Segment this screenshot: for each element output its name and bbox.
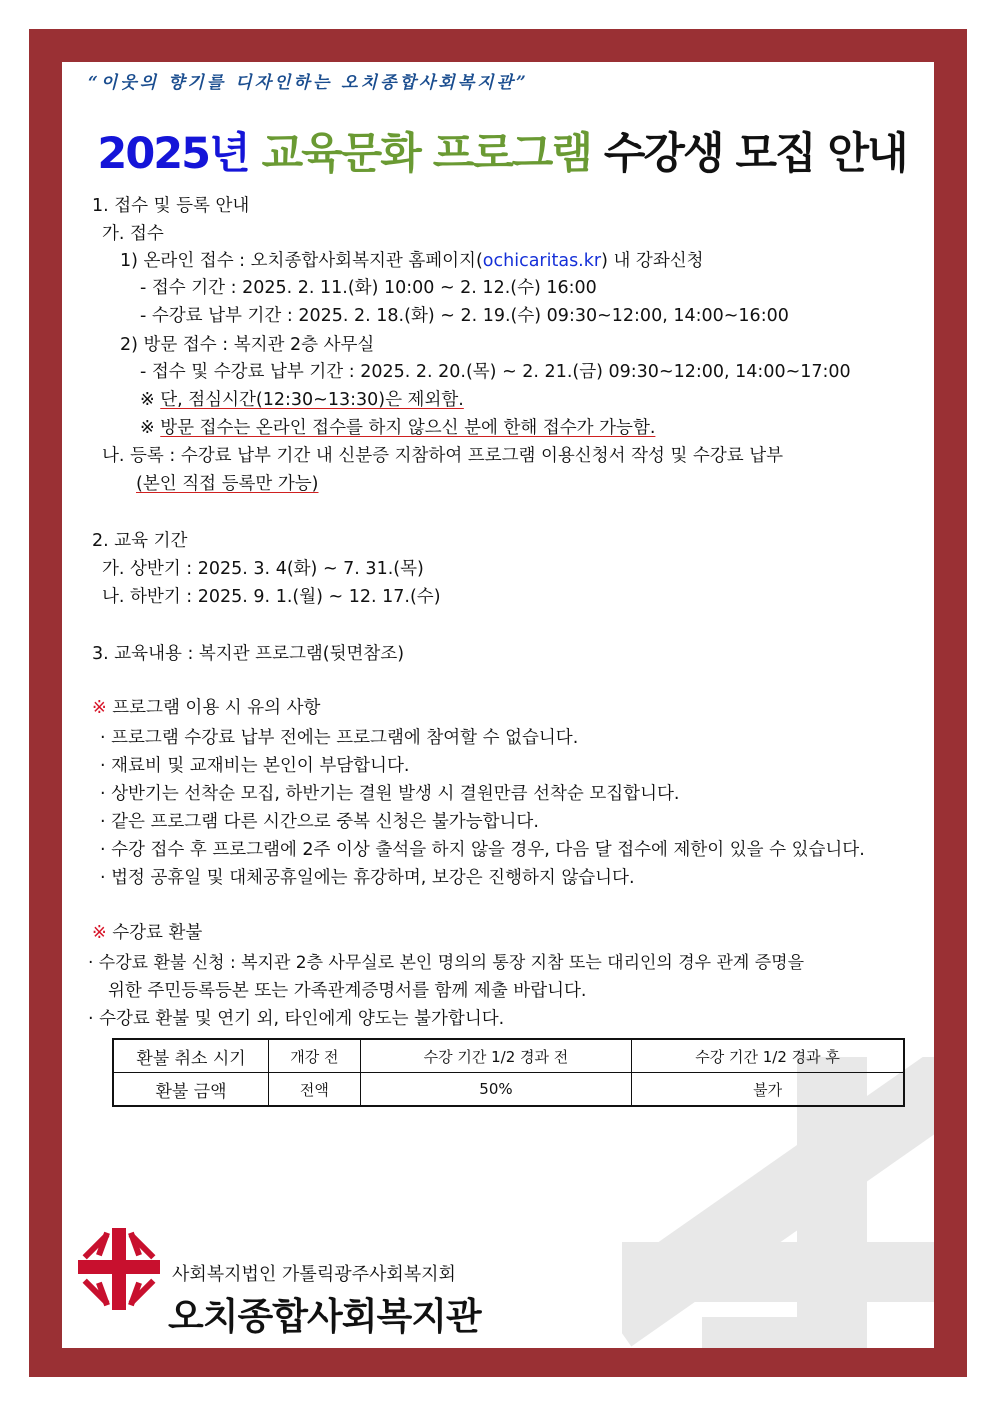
refund-table: [112, 1038, 905, 1107]
table-cell: 50%: [360, 1073, 631, 1107]
table-cell: 환불 금액: [113, 1073, 269, 1107]
table-cell: 수강 기간 1/2 경과 후: [632, 1039, 904, 1073]
org-name: 오치종합사회복지관: [168, 1295, 481, 1338]
online-period: - 접수 기간 : 2025. 2. 11.(화) 10:00 ~ 2. 12.(수) 16:00: [140, 278, 597, 298]
title-program: 교육문화 프로그램: [261, 129, 591, 179]
note-item: · 재료비 및 교재비는 본인이 부담합니다.: [100, 756, 410, 776]
second-half-period: 나. 하반기 : 2025. 9. 1.(월) ~ 12. 17.(수): [102, 587, 441, 607]
title-rest: 수강생 모집 안내: [603, 129, 907, 179]
document-page: [62, 62, 934, 1348]
page-title: [82, 120, 922, 181]
section3-heading: 3. 교육내용 : 복지관 프로그램(뒷면참조): [92, 644, 405, 664]
section1-heading: 1. 접수 및 등록 안내: [92, 196, 250, 216]
note-item: · 상반기는 선착순 모집, 하반기는 결원 발생 시 결원만큼 선착순 모집합니다.: [100, 784, 680, 804]
org-parent-name: 사회복지법인 가톨릭광주사회복지회: [172, 1264, 456, 1285]
title-year: 2025년: [97, 129, 249, 179]
table-row: [113, 1039, 904, 1073]
note-item: · 프로그램 수강료 납부 전에는 프로그램에 참여할 수 없습니다.: [100, 728, 579, 748]
caritas-logo-icon: [78, 1228, 160, 1310]
refund-heading: ※ 수강료 환불: [92, 923, 203, 943]
first-half-period: 가. 상반기 : 2025. 3. 4(화) ~ 7. 31.(목): [102, 559, 424, 579]
refund-line-1b: 위한 주민등록등본 또는 가족관계증명서를 함께 제출 바랍니다.: [108, 981, 587, 1001]
table-cell: 불가: [632, 1073, 904, 1107]
note-item: · 수강 접수 후 프로그램에 2주 이상 출석을 하지 않을 경우, 다음 달 접수에 제한이 있을 수 있습니다.: [100, 840, 865, 860]
registration-line: 나. 등록 : 수강료 납부 기간 내 신분증 지참하여 프로그램 이용신청서 작성 및 수강료 납부: [102, 446, 784, 466]
note-item: · 법정 공휴일 및 대체공휴일에는 휴강하며, 보강은 진행하지 않습니다.: [100, 868, 635, 888]
table-cell: 환불 취소 시기: [113, 1039, 269, 1073]
refund-line-2: · 수강료 환불 및 연기 외, 타인에게 양도는 불가합니다.: [88, 1009, 505, 1029]
visit-period: - 접수 및 수강료 납부 기간 : 2025. 2. 20.(목) ~ 2. 21.(금) 09:30~12:00, 14:00~17:00: [140, 362, 851, 382]
table-cell: 전액: [269, 1073, 361, 1107]
slogan: “이웃의 향기를 디자인하는 오치종합사회복지관”: [88, 73, 529, 93]
online-reception: 1) 온라인 접수 : 오치종합사회복지관 홈페이지(ochicaritas.kr) 내 강좌신청: [120, 251, 704, 271]
table-cell: 수강 기간 1/2 경과 전: [360, 1039, 631, 1073]
table-row: [113, 1073, 904, 1107]
homepage-link[interactable]: ochicaritas.kr: [482, 251, 602, 271]
notes-heading: ※ 프로그램 이용 시 유의 사항: [92, 698, 321, 718]
refund-line-1: · 수강료 환불 신청 : 복지관 2층 사무실로 본인 명의의 통장 지참 또는 대리인의 경우 관계 증명을: [88, 953, 805, 973]
online-fee-period: - 수강료 납부 기간 : 2025. 2. 18.(화) ~ 2. 19.(수) 09:30~12:00, 14:00~16:00: [140, 306, 789, 326]
table-cell: 개강 전: [269, 1039, 361, 1073]
note-visit-only: ※ 방문 접수는 온라인 접수를 하지 않으신 분에 한해 접수가 가능함.: [140, 418, 656, 438]
section2-heading: 2. 교육 기간: [92, 531, 188, 551]
note-item: · 같은 프로그램 다른 시간으로 중복 신청은 불가능합니다.: [100, 812, 539, 832]
section1-a-label: 가. 접수: [102, 224, 164, 244]
note-lunch: ※ 단, 점심시간(12:30~13:30)은 제외함.: [140, 390, 464, 410]
registration-note: (본인 직접 등록만 가능): [136, 474, 319, 494]
visit-reception: 2) 방문 접수 : 복지관 2층 사무실: [120, 335, 375, 355]
